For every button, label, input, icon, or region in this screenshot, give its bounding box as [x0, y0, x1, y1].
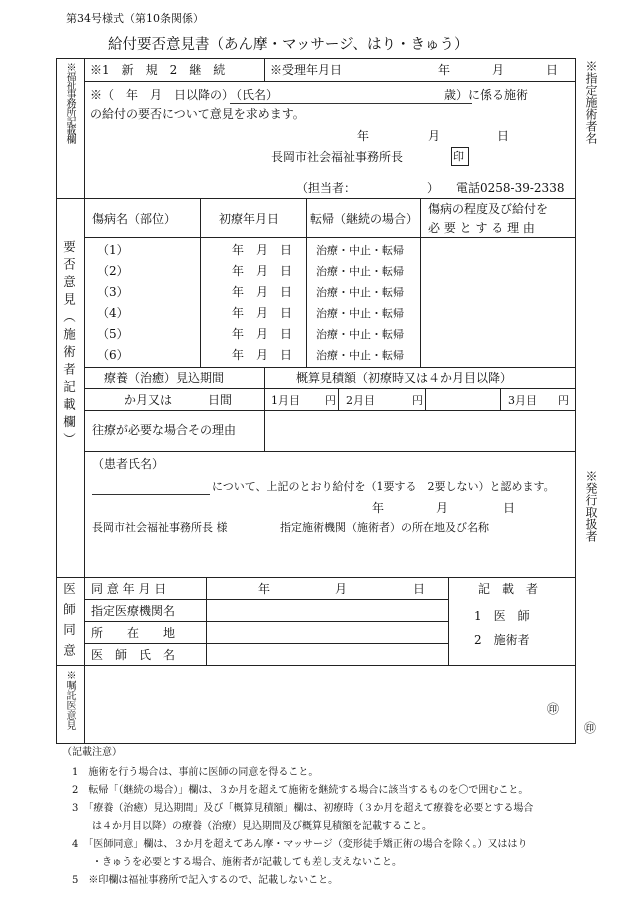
row-outcome[interactable]: 治療・中止・転帰 [316, 286, 404, 299]
approval-text: について、上記のとおり給付を（1要する 2要しない）と認めます。 [212, 480, 555, 493]
row-no: （3） [97, 285, 129, 299]
month3-label: 3月目 [508, 394, 537, 407]
consent-year: 年 [258, 582, 271, 596]
month1-label: 1月目 [271, 394, 300, 407]
name-underline[interactable] [230, 103, 472, 104]
request-suffix: の給付の要否について意見を求めます。 [90, 107, 305, 121]
doctor-name-label: 医 師 氏 名 [91, 648, 176, 662]
doctor-side-label: 医師同意 [61, 582, 77, 664]
side-label-issuer: ※発行取扱者 [584, 470, 598, 542]
row-date[interactable]: 年 月 日 [232, 327, 293, 341]
day-label: 日 [546, 63, 559, 77]
row-date[interactable]: 年 月 日 [232, 348, 293, 362]
form-number: 第34号様式（第10条関係） [66, 12, 204, 25]
address-label: 所 在 地 [91, 626, 176, 640]
yen-label: 円 [325, 394, 336, 407]
consent-day: 日 [413, 582, 426, 596]
institution-name-label: 指定医療機関名 [91, 604, 176, 618]
phone: 電話0258-39-2338 [456, 181, 565, 195]
header-reason-1: 傷病の程度及び給付を [428, 202, 549, 216]
commission-side-label: ※嘱託医意見 [64, 670, 75, 730]
row-no: （5） [97, 327, 129, 341]
writer-label: 記 載 者 [478, 582, 539, 596]
note-item: は４か月目以降）の療養（治療）見込期間及び概算見積額を記載すること。 [72, 821, 432, 832]
writer-option-practitioner[interactable]: 2 施術者 [474, 633, 530, 647]
note-item: 5 ※印欄は福祉事務所で記入するので、記載しないこと。 [72, 875, 339, 886]
row-no: （6） [97, 348, 129, 362]
estimate-label: 概算見積額（初療時又は４か月目以降） [296, 371, 513, 385]
institution-label: 指定施術機関（施術者）の所在地及び名称 [280, 521, 489, 534]
row-date[interactable]: 年 月 日 [232, 243, 293, 257]
row-outcome[interactable]: 治療・中止・転帰 [316, 328, 404, 341]
yen-label: 円 [558, 394, 569, 407]
year-label: 年 [438, 63, 451, 77]
director-name: 長岡市社会福祉事務所長 [271, 150, 404, 164]
note-item: 1 施術を行う場合は、事前に医師の同意を得ること。 [72, 767, 319, 778]
date-day: 日 [497, 129, 510, 143]
row-outcome[interactable]: 治療・中止・転帰 [316, 265, 404, 278]
period-value[interactable]: か月又は 日間 [124, 393, 233, 407]
row-no: （4） [97, 306, 129, 320]
patient-name-underline[interactable] [92, 494, 210, 495]
row-outcome[interactable]: 治療・中止・転帰 [316, 349, 404, 362]
header-disease: 傷病名（部位） [92, 212, 177, 226]
note-item: 4 「医師同意」欄は、３か月を超えてあん摩・マッサージ（変形徒手矯正術の場合を除く。）又ははり [72, 839, 528, 850]
row-date[interactable]: 年 月 日 [232, 264, 293, 278]
approval-year: 年 [372, 501, 385, 515]
addressee: 長岡市社会福祉事務所長 様 [92, 521, 228, 534]
row-outcome[interactable]: 治療・中止・転帰 [316, 307, 404, 320]
approval-month: 月 [436, 501, 449, 515]
approval-day: 日 [503, 501, 516, 515]
side-label-practitioner: ※指定施術者名 [584, 60, 598, 144]
office-fill-label: ※福祉事務所記載欄 [64, 62, 75, 143]
note-item: 3 「療養（治癒）見込期間」及び「概算見積額」欄は、初療時（３か月を超えて療養を必要とする場合 [72, 803, 534, 814]
visit-reason-label: 往療が必要な場合その理由 [92, 423, 237, 437]
commission-seal: ㊞ [547, 702, 560, 716]
seal-mark: ㊞ [584, 721, 597, 735]
contact-label: （担当者： [296, 181, 357, 195]
date-year: 年 [357, 129, 370, 143]
header-outcome: 転帰（継続の場合） [310, 212, 419, 226]
kind-field[interactable]: ※1 新 規 2 継 続 [90, 63, 226, 77]
age-label: 歳）に係る施術 [444, 88, 529, 102]
row-date[interactable]: 年 月 日 [232, 306, 293, 320]
note-item: 2 転帰「（継続の場合）」欄は、３か月を超えて施術を継続する場合に該当するものを〇で囲むこと。 [72, 785, 529, 796]
request-prefix: ※（ 年 月 日以降の） [90, 88, 235, 102]
stamp-text: 印 [453, 150, 464, 163]
header-reason-2: 必 要 と す る 理 由 [428, 221, 535, 235]
header-first-treatment: 初療年月日 [219, 212, 280, 226]
writer-option-doctor[interactable]: 1 医 師 [474, 609, 530, 623]
consent-month: 月 [335, 582, 348, 596]
yen-label: 円 [412, 394, 423, 407]
patient-label: （患者氏名） [92, 457, 165, 471]
contact-close: ） [427, 181, 440, 195]
row-date[interactable]: 年 月 日 [232, 285, 293, 299]
page-title: 給付要否意見書（あん摩・マッサージ、はり・きゅう） [108, 37, 469, 53]
row-outcome[interactable]: 治療・中止・転帰 [316, 244, 404, 257]
row-no: （1） [97, 243, 129, 257]
note-item: ・きゅうを必要とする場合、施術者が記載しても差し支えないこと。 [72, 857, 402, 868]
notes-heading: （記載注意） [62, 747, 122, 758]
received-label: ※受理年月日 [270, 63, 343, 77]
date-month: 月 [428, 129, 441, 143]
month-label: 月 [492, 63, 505, 77]
name-label: （氏名） [230, 88, 279, 102]
consent-date-label: 同 意 年 月 日 [91, 582, 167, 596]
opinion-side-label: 要否意見（施術者記載欄） [61, 240, 77, 450]
row-no: （2） [97, 264, 129, 278]
month2-label: 2月目 [346, 394, 375, 407]
period-label: 療養（治癒）見込期間 [104, 371, 225, 385]
